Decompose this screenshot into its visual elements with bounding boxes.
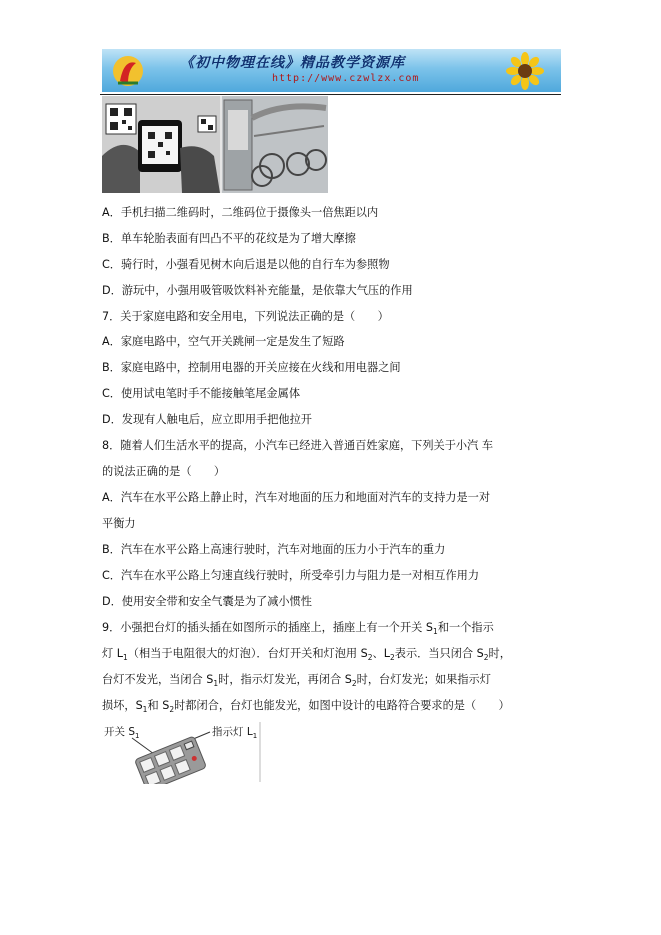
option-8a-line2: 平衡力 [102, 517, 136, 530]
qr-bike-photo [102, 96, 328, 193]
option-6a: A．手机扫描二维码时，二维码位于摄像头一倍焦距以内 [102, 206, 379, 219]
question-9-line4: 损坏，$S_1$和 $S_2$时都闭合，台灯也能发光，如图中设计的电路符合要求的是（ ） [102, 699, 510, 715]
option-7c: C．使用试电笔时手不能接触笔尾金属体 [102, 387, 301, 400]
question-7: 7．关于家庭电路和安全用电，下列说法正确的是（ ） [102, 310, 389, 323]
option-6d: D．游玩中，小强用吸管吸饮料补充能量，是依靠大气压的作用 [102, 284, 413, 297]
option-8d: D．使用安全带和安全气囊是为了减小惯性 [102, 595, 312, 608]
option-6b: B．单车轮胎表面有凹凸不平的花纹是为了增大摩擦 [102, 232, 356, 245]
question-8-line1: 8．随着人们生活水平的提高，小汽车已经进入普通百姓家庭，下列关于小汽 车 [102, 439, 494, 452]
question-8-line2: 的说法正确的是（ ） [102, 465, 226, 478]
question-9-line1: 9．小强把台灯的插头插在如图所示的插座上，插座上有一个开关 $S_1$和一个指示 [102, 621, 494, 637]
power-strip-figure [102, 720, 262, 784]
banner-url[interactable]: http://www.czwlzx.com [272, 73, 420, 84]
logo-icon [110, 53, 146, 89]
sunflower-icon [503, 51, 547, 91]
option-7a: A．家庭电路中，空气开关跳闸一定是发生了短路 [102, 335, 345, 348]
banner-title: 《初中物理在线》精品教学资源库 [180, 55, 405, 71]
indicator-label: 指示灯 $L_1$ [212, 726, 258, 741]
header-rule [100, 94, 561, 95]
header-banner [102, 49, 561, 92]
option-8b: B．汽车在水平公路上高速行驶时，汽车对地面的压力小于汽车的重力 [102, 543, 446, 556]
switch-label: 开关 $S_1$ [104, 726, 140, 741]
option-7d: D．发现有人触电后，应立即用手把他拉开 [102, 413, 312, 426]
question-9-line3: 台灯不发光，当闭合 $S_1$时，指示灯发光，再闭合 $S_2$时，台灯发光；如果指示灯 [102, 673, 491, 689]
question-9-line2: 灯 $L_1$（相当于电阻很大的灯泡）．台灯开关和灯泡用 $S_2$、$L_2$表示．当只闭合 $S_2$时， [102, 647, 511, 663]
option-8a-line1: A．汽车在水平公路上静止时，汽车对地面的压力和地面对汽车的支持力是一对 [102, 491, 491, 504]
option-6c: C．骑行时，小强看见树木向后退是以他的自行车为参照物 [102, 258, 390, 271]
option-8c: C．汽车在水平公路上匀速直线行驶时，所受牵引力与阻力是一对相互作用力 [102, 569, 480, 582]
option-7b: B．家庭电路中，控制用电器的开关应接在火线和用电器之间 [102, 361, 401, 374]
